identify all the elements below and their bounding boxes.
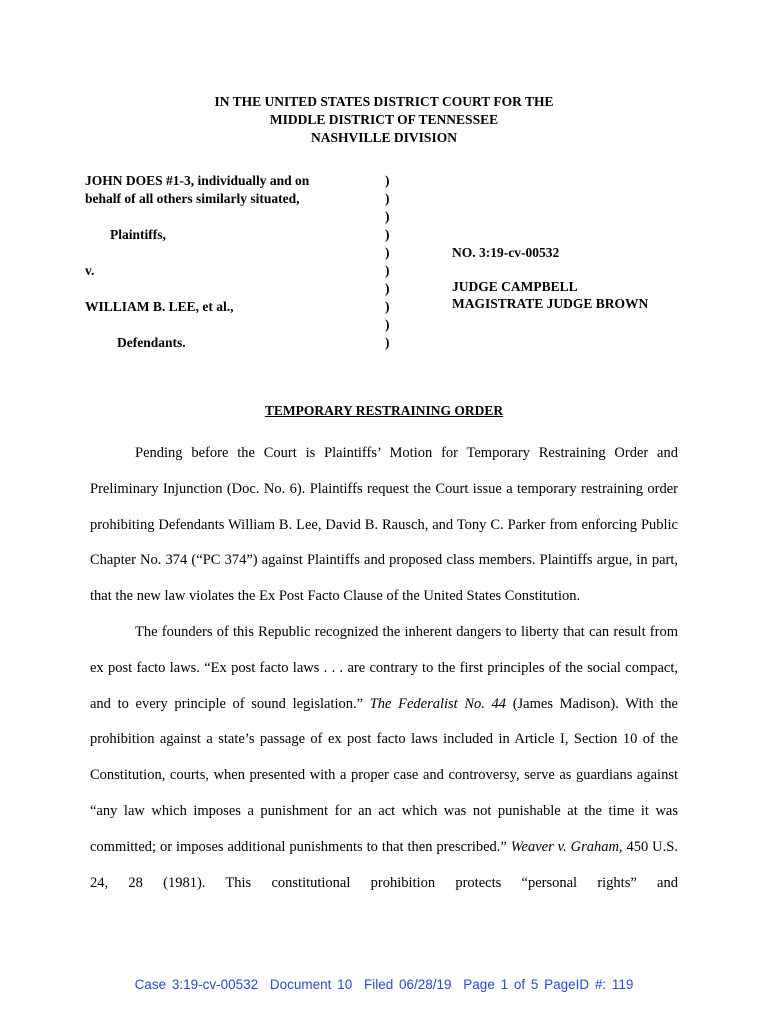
plaintiffs-name-line-2: behalf of all others similarly situated, — [85, 191, 300, 206]
defendants-name: WILLIAM B. LEE, et al., — [85, 299, 234, 314]
caption-paren: ) — [385, 335, 390, 350]
plaintiffs-label: Plaintiffs, — [110, 227, 166, 242]
caption-paren: ) — [385, 209, 390, 224]
filing-footer — [0, 977, 768, 992]
versus-label: v. — [85, 263, 95, 278]
court-header-line-2: MIDDLE DISTRICT OF TENNESSEE — [269, 112, 499, 127]
judge-name: JUDGE CAMPBELL — [452, 279, 578, 294]
paragraph-2 — [90, 615, 678, 901]
plaintiffs-name-line-1: JOHN DOES #1-3, individually and on — [85, 173, 310, 188]
citation-federalist: The Federalist No. 44 — [369, 695, 507, 712]
paragraph-1: Pending before the Court is Plaintiffs’ Motion for Temporary Restraining Order and Preliminary Injunction (Doc. No. 6). Plaintiffs request the Court issue a temporary restraining order prohibiting Defendants William B. Lee, David B. Rausch, and Tony C. Parker from enforcing Public Chapter No. 374 (“PC 374”) against Plaintiffs and proposed class members. Plaintiffs argue, in part, that the new law violates the Ex Post Facto Clause of the United States Constitution. — [90, 445, 678, 605]
caption-paren: ) — [385, 263, 390, 278]
caption-parentheses — [385, 172, 395, 352]
court-header-line-1: IN THE UNITED STATES DISTRICT COURT FOR THE — [214, 94, 554, 109]
caption-paren: ) — [385, 191, 390, 206]
order-body — [90, 436, 678, 901]
footer-case-number: Case 3:19-cv-00532 — [134, 977, 259, 992]
caption-paren: ) — [385, 173, 390, 188]
defendants-label: Defendants. — [117, 335, 186, 350]
caption-paren: ) — [385, 317, 390, 332]
paragraph-2-text-b: (James Madison). With the prohibition against a state’s passage of ex post facto laws included in Article I, Section 10 of the Constitution, courts, when presented with a proper case and controversy, serve as guardians against “any law which imposes a punishment for an act which was not punishable at the time it was committed; or imposes additional punishments to that then prescribed.” — [90, 695, 678, 855]
paragraph-2-text-a: The founders of this Republic recognized the inherent dangers to liberty that can result from ex post facto laws. “Ex post facto laws . . . are contrary to the first principles of the social compact, and to every principle of sound legislation.” — [90, 623, 678, 712]
case-number: NO. 3:19-cv-00532 — [452, 245, 560, 260]
caption-paren: ) — [385, 227, 390, 242]
caption-paren: ) — [385, 281, 390, 296]
paragraph-2-text-c: 450 U.S. 24, 28 (1981). This constitutional prohibition protects “personal rights” and — [90, 838, 678, 891]
court-header — [0, 93, 768, 147]
court-header-line-3: NASHVILLE DIVISION — [311, 130, 457, 145]
citation-weaver-v-graham: Weaver v. Graham, — [510, 838, 623, 855]
footer-document-number: Document 10 — [269, 977, 353, 992]
footer-page-info: Page 1 of 5 PageID #: 119 — [463, 977, 634, 992]
caption-paren: ) — [385, 299, 390, 314]
caption-paren: ) — [385, 245, 390, 260]
case-caption — [85, 172, 705, 352]
footer-filed-date: Filed 06/28/19 — [363, 977, 452, 992]
magistrate-judge-name: MAGISTRATE JUDGE BROWN — [452, 296, 649, 311]
order-title: TEMPORARY RESTRAINING ORDER — [264, 403, 504, 418]
